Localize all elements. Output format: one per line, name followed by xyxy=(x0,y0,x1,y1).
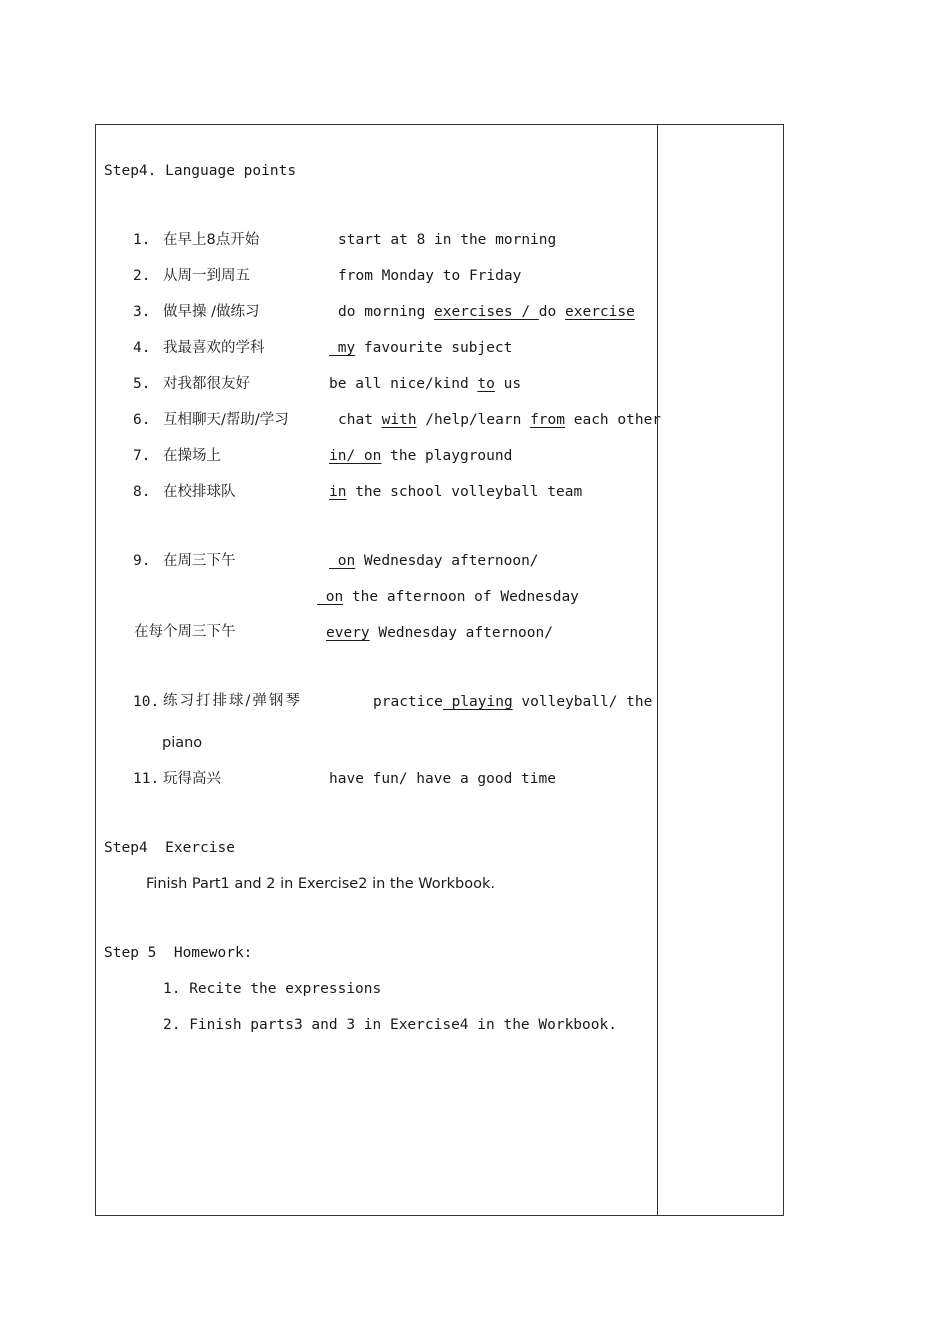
step4-exercise-text: Finish Part1 and 2 in Exercise2 in the Workbook. xyxy=(146,876,495,892)
point-9-english: on Wednesday afternoon/ xyxy=(329,553,539,569)
point-8-chinese: 在校排球队 xyxy=(163,484,236,500)
point-5-chinese: 对我都很友好 xyxy=(163,376,250,392)
point-10-english: practice playing volleyball/ the xyxy=(373,694,653,710)
point-5-english: be all nice/kind to us xyxy=(329,376,522,392)
point-every-wednesday-english: every Wednesday afternoon/ xyxy=(326,625,553,641)
point-every-wednesday-chinese: 在每个周三下午 xyxy=(134,624,236,640)
point-3-chinese: 做早操 /做练习 xyxy=(163,304,260,320)
point-7-chinese: 在操场上 xyxy=(163,448,221,464)
point-1-chinese: 在早上8点开始 xyxy=(163,232,260,248)
step5-homework-heading: Step 5 Homework: xyxy=(104,945,253,961)
step4-exercise-heading: Step4 Exercise xyxy=(104,840,235,856)
point-11-english: have fun/ have a good time xyxy=(329,771,556,787)
point-9-english-alt: on the afternoon of Wednesday xyxy=(317,589,579,605)
point-10-english-continued: piano xyxy=(162,735,203,751)
point-1-number: 1. xyxy=(133,232,151,248)
point-10-chinese: 练习打排球/弹钢琴 xyxy=(163,693,302,709)
homework-item-2: 2. Finish parts3 and 3 in Exercise4 in the Workbook. xyxy=(163,1017,617,1033)
homework-item-1: 1. Recite the expressions xyxy=(163,981,382,997)
point-2-number: 2. xyxy=(133,268,151,284)
point-1-english: start at 8 in the morning xyxy=(338,232,557,248)
point-6-english: chat with /help/learn from each other xyxy=(338,412,662,428)
point-9-chinese: 在周三下午 xyxy=(163,553,236,569)
point-7-number: 7. xyxy=(133,448,151,464)
column-divider xyxy=(657,124,658,1216)
point-4-english: my favourite subject xyxy=(329,340,513,356)
point-6-number: 6. xyxy=(133,412,151,428)
point-3-number: 3. xyxy=(133,304,151,320)
point-5-number: 5. xyxy=(133,376,151,392)
point-11-number: 11. xyxy=(133,771,160,787)
point-7-english: in/ on the playground xyxy=(329,448,513,464)
point-10-number: 10. xyxy=(133,694,160,710)
point-2-english: from Monday to Friday xyxy=(338,268,522,284)
point-2-chinese: 从周一到周五 xyxy=(163,268,250,284)
step4-language-points-heading: Step4. Language points xyxy=(104,163,297,179)
point-3-english: do morning exercises / do exercise xyxy=(338,304,635,320)
point-6-chinese: 互相聊天/帮助/学习 xyxy=(163,412,289,428)
point-4-chinese: 我最喜欢的学科 xyxy=(163,340,265,356)
point-8-number: 8. xyxy=(133,484,151,500)
table-frame xyxy=(95,124,784,1216)
point-8-english: in the school volleyball team xyxy=(329,484,583,500)
point-9-number: 9. xyxy=(133,553,151,569)
point-4-number: 4. xyxy=(133,340,151,356)
point-11-chinese: 玩得高兴 xyxy=(163,771,221,787)
